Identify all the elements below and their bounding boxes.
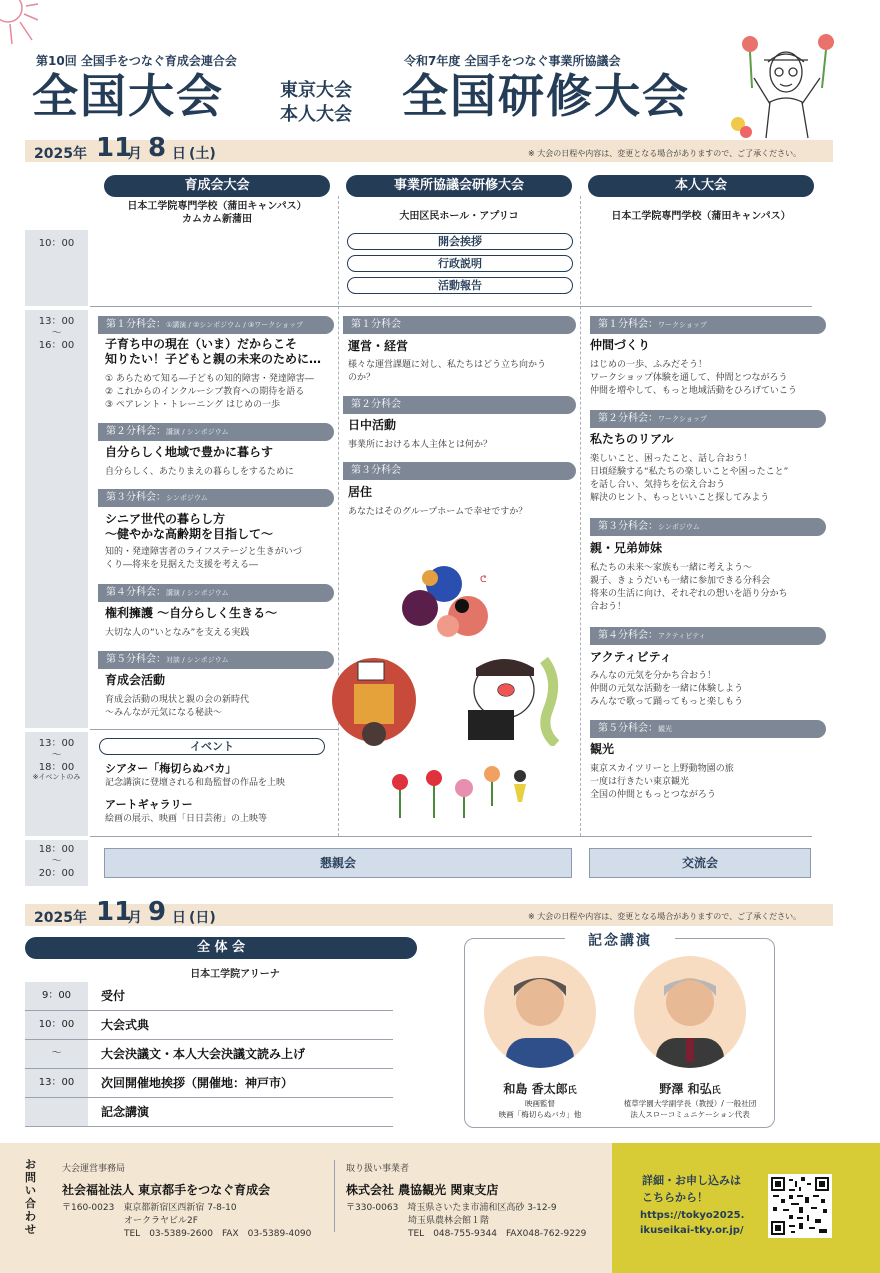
org2-addr1: 〒330-0063 埼玉県さいたま市浦和区高砂 3-12-9	[346, 1203, 557, 1213]
org1-tel: TEL 03-5389-2600 FAX 03-5389-4090	[124, 1229, 312, 1239]
c1-session-2-desc: 自分らしく、あたりまえの暮らしをするために	[105, 467, 294, 477]
artwork-abstract	[396, 566, 506, 646]
speaker-1-name: 和島 香太郎氏	[503, 1082, 577, 1096]
c2-session-1-bar: 第１分科会	[343, 316, 576, 334]
plenary-row-3-time: 〜	[25, 1040, 88, 1068]
c2-session-1-desc: 様々な運営課題に対し、私たちはどう立ち向かう のか？	[348, 360, 547, 383]
column-title-ikuseikai: 育成会大会	[104, 175, 330, 197]
speaker-2-photo	[634, 956, 746, 1068]
c3-session-4-desc: みんなの元気を分かち合おう！ 仲間の元気な活動を一緒に体験しよう みんなで歌って踊ってもっと楽しもう	[590, 671, 744, 707]
c1-session-1-desc: ① あらためて知る―子どもの知的障害・発達障害― ② これからのインクルーシブ教育への期待を語る ③ ペアレント・トレーニング はじめの一歩	[105, 374, 314, 410]
c3-session-4-title: アクティビティ	[590, 650, 672, 664]
plenary-row-4	[25, 1069, 393, 1098]
c1-session-2-title: 自分らしく地域で豊かに暮らす	[105, 445, 274, 459]
lecture-title: 記念講演	[565, 930, 675, 950]
header-left-side-2: 本人大会	[280, 104, 352, 125]
c2-session-2-bar: 第２分科会	[343, 396, 576, 414]
speaker-1-photo	[484, 956, 596, 1068]
c1-session-3-bar: 第３分科会：シンポジウム	[98, 489, 334, 507]
event-2-title: アートギャラリー	[105, 798, 193, 811]
c3-session-1-title: 仲間づくり	[590, 338, 651, 352]
header-right-small: 令和7年度 全国手をつなぐ事業所協議会	[404, 54, 621, 68]
plenary-row-5	[25, 1098, 393, 1127]
time-1000: 10：00	[25, 230, 88, 306]
header-right-big: 全国研修大会	[402, 69, 690, 123]
org1-addr1: 〒160-0023 東京都新宿区西新宿 7-8-10	[62, 1203, 237, 1213]
org1-addr2: オークラヤビル2F	[124, 1216, 198, 1226]
c1-session-1-title: 子育ち中の現在（いま）だからこそ 知りたい！子どもと親の未来のために…	[105, 337, 322, 366]
day2-year: 2025年	[34, 910, 87, 926]
org1-name: 社会福祉法人 東京都手をつなぐ育成会	[62, 1183, 271, 1197]
c3-session-5-bar: 第５分科会：観光	[590, 720, 826, 738]
character-illustration	[728, 28, 846, 142]
day1-year: 2025年	[34, 146, 87, 162]
plenary-row-3-label: 大会決議文・本人大会決議文読み上げ	[101, 1047, 306, 1061]
evening-left-box: 懇親会	[104, 848, 572, 878]
day1-note: ※ 大会の日程や内容は、変更となる場合がありますので、ご了承ください。	[528, 149, 802, 158]
c2-session-3-title: 居住	[348, 485, 373, 499]
c3-session-2-title: 私たちのリアル	[590, 432, 674, 446]
header-left-side-1: 東京大会	[280, 80, 352, 101]
plenary-title: 全 体 会	[25, 937, 417, 959]
evening-right-box: 交流会	[589, 848, 811, 878]
day1-weekday: (土)	[189, 146, 216, 162]
event-2-desc: 絵画の展示、映画「日日芸術」の上映等	[105, 814, 268, 824]
row-divider-2	[90, 729, 338, 730]
c2-session-3-desc: あなたはそのグループホームで幸せですか？	[348, 507, 528, 517]
day2-weekday: (日)	[189, 910, 216, 926]
c2-session-2-desc: 事業所における本人主体とは何か？	[348, 440, 493, 450]
c1-session-4-desc: 大切な人の“いとなみ”を支える実践	[105, 628, 250, 638]
c3-session-2-desc: 楽しいこと、困ったこと、話し合おう！ 日頃経験する“私たちの楽しいことや困ったこと” を話し合い、気持ちを伝え合おう 解決のヒント、もっといいこと探してみよう	[590, 454, 789, 503]
c3-session-2-bar: 第２分科会：ワークショップ	[590, 410, 826, 428]
plenary-row-4-label: 次回開催地挨拶（開催地：神戸市）	[101, 1076, 294, 1090]
plenary-row-2	[25, 1011, 393, 1040]
c3-session-5-desc: 東京スカイツリーと上野動物園の旅 一度は行きたい東京観光 全国の仲間ともっとつながろう	[590, 764, 734, 800]
org2-tel: TEL 048-755-9344 FAX048-762-9229	[408, 1229, 587, 1239]
plenary-row-5-time	[25, 1098, 88, 1126]
c3-session-3-bar: 第３分科会：シンポジウム	[590, 518, 826, 536]
c1-session-5-title: 育成会活動	[105, 673, 166, 687]
venue-honnin: 日本工学院専門学校（蒲田キャンパス）	[611, 211, 791, 222]
qr-code-icon[interactable]	[768, 1174, 832, 1238]
footer-divider	[334, 1160, 335, 1232]
plenary-row-3	[25, 1040, 393, 1069]
org2-name: 株式会社 農協観光 関東支店	[346, 1183, 499, 1197]
cta-text: 詳細・お申し込みは こちらから！	[642, 1174, 741, 1204]
c3-session-1-desc: はじめの一歩、ふみだそう！ ワークショップ体験を通して、仲間とつながろう 仲間を増やして、もっと地域活動をひろげていこう	[590, 360, 797, 396]
cta-url[interactable]: https://tokyo2025. ikuseikai-tky.or.jp/	[640, 1210, 745, 1236]
org1-label: 大会運営事務局	[62, 1164, 126, 1174]
venue-jigyosho: 大田区民ホール・アプリコ	[399, 211, 519, 222]
c1-session-3-title: シニア世代の暮らし方 〜健やかな高齢期を目指して〜	[105, 512, 274, 541]
org2-addr2: 埼玉県農林会館１階	[408, 1216, 490, 1226]
c1-session-2-bar: 第２分科会：講演 / シンポジウム	[98, 423, 334, 441]
day2-day-suffix: 日	[172, 910, 186, 926]
time-1800-2000: 18：00 〜 20：00	[25, 840, 88, 886]
opening-greeting: 開会挨拶	[347, 233, 573, 250]
plenary-row-4-time: 13：00	[25, 1069, 88, 1097]
c3-session-3-desc: 私たちの未来〜家族も一緒に考えよう〜 親子、きょうだいも一緒に参加できる分科会 将来の生活に向け、それぞれの想いを語り分かち 合おう！	[590, 563, 788, 612]
opening-admin: 行政説明	[347, 255, 573, 272]
c1-session-3-desc: 知的・発達障害者のライフステージと生きがいづ くり―将来を見据えた支援を考える―	[105, 547, 302, 570]
org2-label: 取り扱い事業者	[346, 1164, 410, 1174]
column-title-honnin: 本人大会	[588, 175, 814, 197]
plenary-row-1-time: 9：00	[25, 982, 88, 1010]
day2-month-suffix: 月	[128, 910, 142, 926]
c2-session-3-bar: 第３分科会	[343, 462, 576, 480]
c2-session-1-title: 運営・経営	[348, 339, 409, 353]
venue-ikuseikai: 日本工学院専門学校（蒲田キャンパス） カムカム新蒲田	[127, 201, 307, 225]
c1-session-1-bar: 第１分科会：①講演 / ②シンポジウム / ③ワークショップ	[98, 316, 334, 334]
footer-contact-label: お問い合わせ	[25, 1158, 36, 1236]
time-event-note: ※イベントのみ	[32, 773, 81, 781]
speaker-2-role: 植草学園大学副学長（教授）/ 一般社団 法人スローコミュニケーション代表	[623, 1099, 757, 1119]
svg-text:ᕦ: ᕦ	[480, 575, 487, 585]
day1-day-suffix: 日	[172, 146, 186, 162]
opening-report: 活動報告	[347, 277, 573, 294]
row-divider-3	[90, 836, 812, 837]
plenary-venue: 日本工学院アリーナ	[190, 969, 280, 980]
plenary-row-2-time: 10：00	[25, 1011, 88, 1039]
day2-note: ※ 大会の日程や内容は、変更となる場合がありますので、ご了承ください。	[528, 912, 802, 921]
day1-month: 11	[96, 133, 133, 163]
artwork-photo-circle	[330, 656, 418, 748]
plenary-row-2-label: 大会式典	[101, 1018, 150, 1032]
event-1-desc: 記念講演に登壇される和島監督の作品を上映	[105, 778, 286, 788]
sun-doodle	[0, 0, 40, 46]
plenary-row-5-label: 記念講演	[101, 1105, 150, 1119]
c3-session-5-title: 観光	[590, 742, 615, 756]
c1-session-5-desc: 育成会活動の現状と親の会の新時代 〜みんなが元気になる秘訣〜	[105, 695, 250, 718]
plenary-row-1	[25, 982, 393, 1011]
day1-month-suffix: 月	[128, 146, 142, 162]
c2-session-2-title: 日中活動	[348, 418, 397, 432]
c1-session-5-bar: 第５分科会：対談 / シンポジウム	[98, 651, 334, 669]
event-label: イベント	[99, 738, 325, 755]
time-1300-1800: 13：00 〜 18：00	[25, 732, 88, 836]
header-left-big: 全国大会	[32, 69, 224, 123]
speaker-2-name: 野澤 和弘氏	[659, 1082, 721, 1096]
column-title-jigyosho: 事業所協議会研修大会	[346, 175, 572, 197]
column-divider-2	[580, 196, 581, 836]
c3-session-4-bar: 第４分科会：アクティビティ	[590, 627, 826, 645]
event-1-title: シアター「梅切らぬバカ」	[105, 762, 237, 775]
time-1300-1600: 13：00 〜 16：00	[25, 310, 88, 728]
c1-session-4-title: 権利擁護 〜自分らしく生きる〜	[105, 606, 278, 620]
c1-session-4-bar: 第４分科会：講演 / シンポジウム	[98, 584, 334, 602]
artwork-flowers	[388, 762, 536, 820]
row-divider-1	[90, 306, 812, 307]
header-left-small: 第10回 全国手をつなぐ育成会連合会	[36, 54, 237, 68]
c3-session-1-bar: 第１分科会：ワークショップ	[590, 316, 826, 334]
day1-day: 8	[148, 133, 167, 163]
speaker-1-role: 映画監督 映画「梅切らぬバカ」他	[498, 1099, 582, 1119]
day2-day: 9	[148, 897, 167, 927]
plenary-row-1-label: 受付	[101, 989, 126, 1003]
day2-month: 11	[96, 897, 133, 927]
artwork-face	[448, 650, 570, 746]
c3-session-3-title: 親・兄弟姉妹	[590, 541, 663, 555]
